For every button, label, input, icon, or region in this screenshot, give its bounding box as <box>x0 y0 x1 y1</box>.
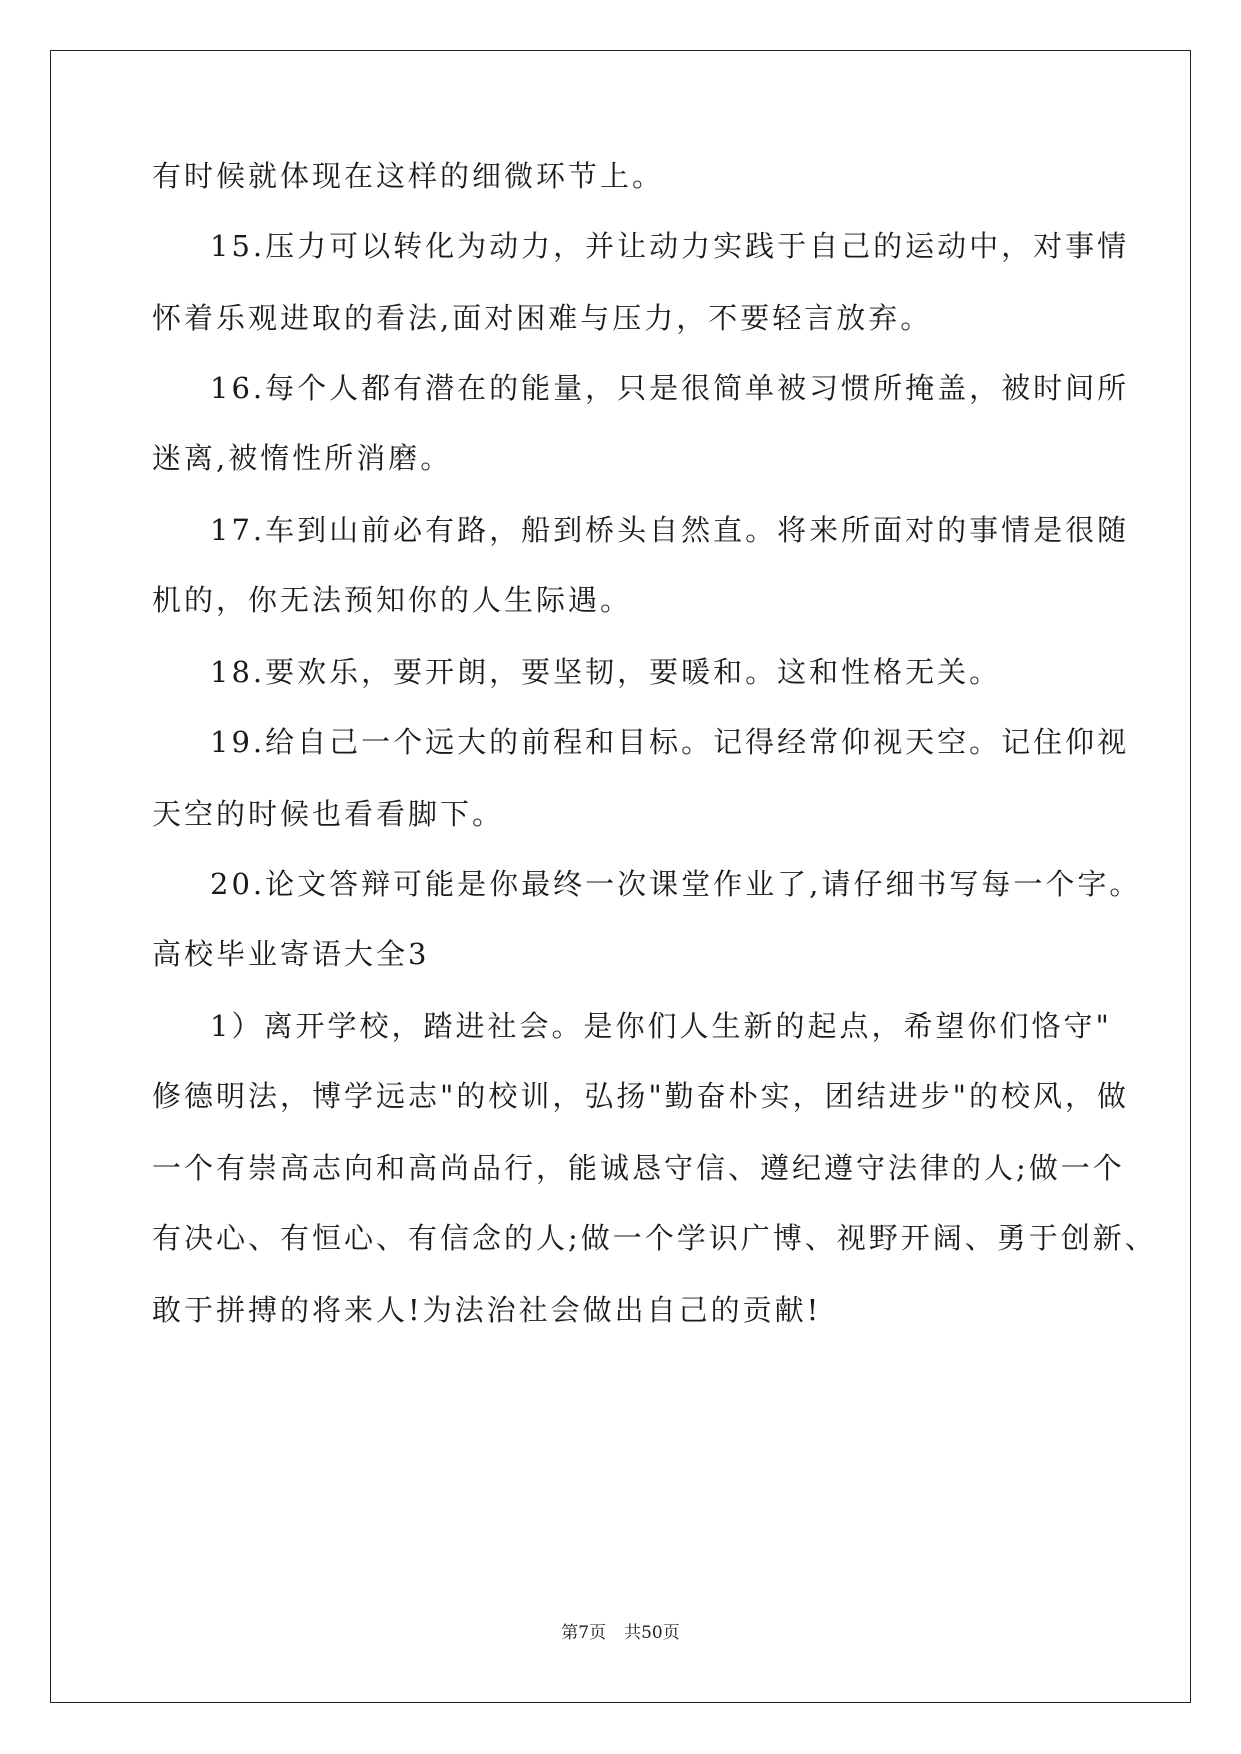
text-line: 天空的时候也看看脚下。 <box>152 797 505 831</box>
text-line: 敢于拼搏的将来人!为法治社会做出自己的贡献! <box>152 1293 822 1327</box>
text-line: 有时候就体现在这样的细微环节上。 <box>152 159 665 193</box>
page-footer <box>0 1622 1241 1644</box>
text-line: 机的，你无法预知你的人生际遇。 <box>152 583 633 617</box>
text-line: 修德明法，博学远志"的校训，弘扬"勤奋朴实，团结进步"的校风，做 <box>152 1079 1130 1113</box>
text-line: 16.每个人都有潜在的能量，只是很简单被习惯所掩盖，被时间所 <box>210 371 1130 405</box>
text-line: 18.要欢乐，要开朗，要坚韧，要暖和。这和性格无关。 <box>210 655 1002 689</box>
text-line: 1）离开学校，踏进社会。是你们人生新的起点，希望你们恪守" <box>210 1009 1112 1043</box>
page-total: 共50页 <box>624 1623 680 1643</box>
text-line: 19.给自己一个远大的前程和目标。记得经常仰视天空。记住仰视 <box>210 725 1130 759</box>
page-number: 第7页 <box>561 1623 607 1643</box>
text-line: 迷离,被惰性所消磨。 <box>152 441 453 475</box>
text-line: 有决心、有恒心、有信念的人;做一个学识广博、视野开阔、勇于创新、 <box>152 1221 1157 1255</box>
section-heading: 高校毕业寄语大全3 <box>152 937 430 971</box>
text-line: 15.压力可以转化为动力，并让动力实践于自己的运动中，对事情 <box>210 229 1130 263</box>
text-line: 17.车到山前必有路，船到桥头自然直。将来所面对的事情是很随 <box>210 513 1130 547</box>
text-line: 一个有崇高志向和高尚品行，能诚恳守信、遵纪遵守法律的人;做一个 <box>152 1151 1125 1185</box>
text-line: 20.论文答辩可能是你最终一次课堂作业了,请仔细书写每一个字。 <box>210 867 1142 901</box>
text-line: 怀着乐观进取的看法,面对困难与压力，不要轻言放弃。 <box>152 301 933 335</box>
